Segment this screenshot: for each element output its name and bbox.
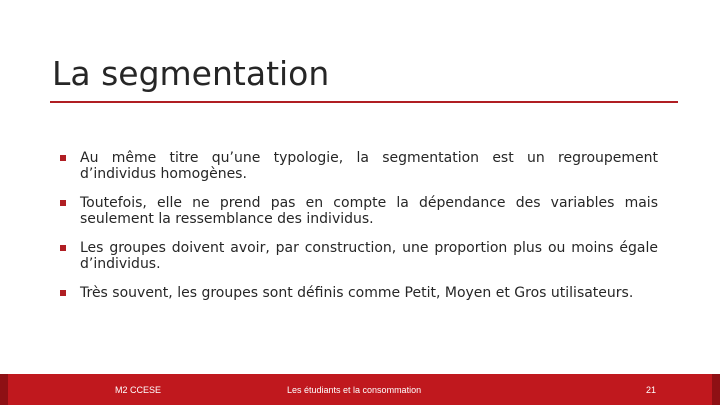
list-item xyxy=(60,150,658,182)
bullet-text: Les groupes doivent avoir, par construction, une proportion plus ou moins égale d’individus. xyxy=(80,240,658,272)
list-item xyxy=(60,285,658,301)
bullet-text: Au même titre qu’une typologie, la segmentation est un regroupement d’individus homogènes. xyxy=(80,150,658,182)
footer-course-label: M2 CCESE xyxy=(115,385,162,395)
footer-presentation-title: Les étudiants et la consommation xyxy=(287,385,422,395)
bullet-list xyxy=(60,150,658,301)
square-bullet-icon xyxy=(60,290,66,296)
slide-title: La segmentation xyxy=(52,54,330,93)
list-item xyxy=(60,195,658,227)
page-number: 21 xyxy=(646,385,657,395)
square-bullet-icon xyxy=(60,200,66,206)
list-item xyxy=(60,240,658,272)
footer-left-accent xyxy=(0,374,8,405)
bullet-text: Très souvent, les groupes sont définis comme Petit, Moyen et Gros utilisateurs. xyxy=(80,285,634,301)
bullet-text: Toutefois, elle ne prend pas en compte la dépendance des variables mais seulement la ressemblance des individus. xyxy=(80,195,658,227)
square-bullet-icon xyxy=(60,155,66,161)
title-underline xyxy=(50,101,678,103)
footer-right-accent xyxy=(712,374,720,405)
square-bullet-icon xyxy=(60,245,66,251)
